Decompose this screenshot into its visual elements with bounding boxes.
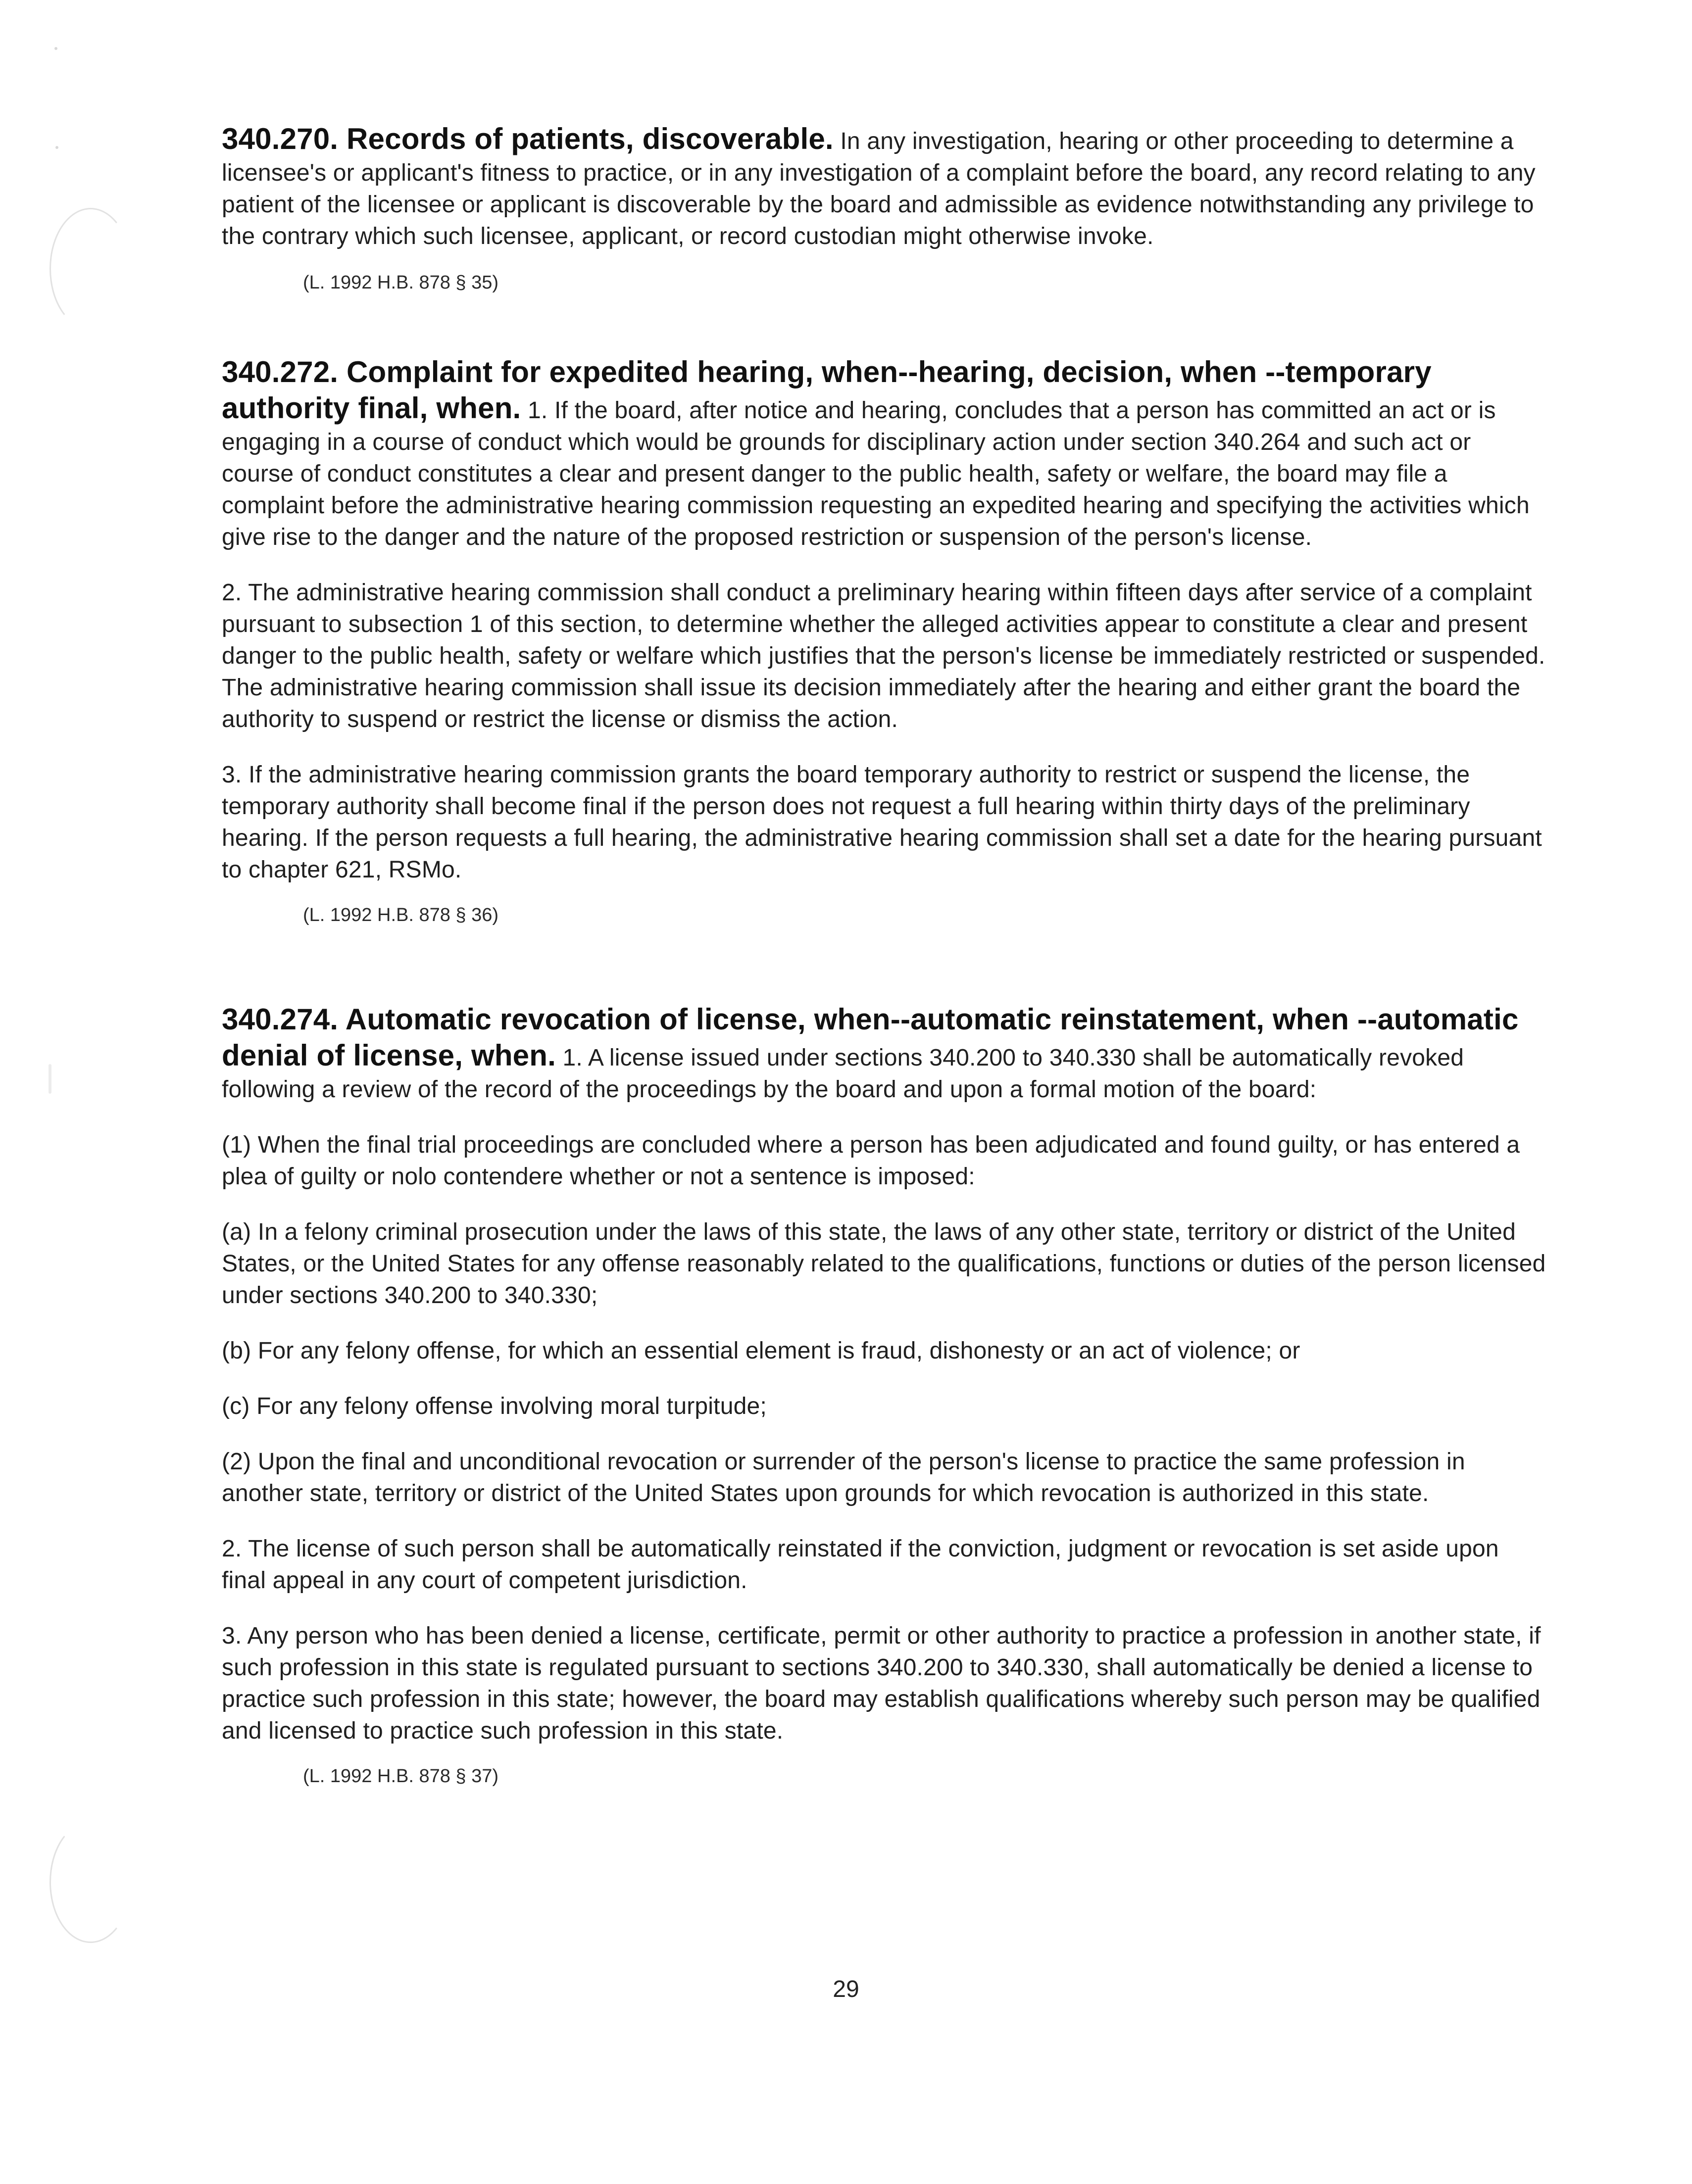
section-paragraph: (b) For any felony offense, for which an essential element is fraud, dishonesty or an act of violence; or [222,1338,1300,1364]
section-paragraph [222,121,1548,252]
scan-artifact [50,1821,132,1943]
section-paragraph [222,354,1548,553]
section-paragraph: 2. The license of such person shall be automatically reinstated if the conviction, judgment or revocation is set aside upon final appeal in any court of competent jurisdiction. [222,1536,1499,1594]
section-heading: 340.270. Records of patients, discoverable. [222,122,834,155]
section-340-272 [222,354,1548,927]
document-body [222,121,1548,1789]
section-340-274 [222,1002,1548,1789]
section-paragraph: (a) In a felony criminal prosecution under the laws of this state, the laws of any other state, territory or district of the United States, or the United States for any offense reasonably related to the qualifications, functions or duties of the person licensed under sections 340.200 to 340.330; [222,1219,1546,1309]
paragraph-text: 1. If the board, after notice and hearing, concludes that a person has committed an act or is engaging in a course of conduct which would be grounds for disciplinary action under section 340.264 and such act or course of conduct constitutes a clear and present danger to the public health, safety or welfare, the board may file a complaint before the administrative hearing commission requesting an expedited hearing and specifying the activities which give rise to the danger and the nature of the proposed restriction or suspension of the person's license. [222,397,1530,550]
section-paragraph: (c) For any felony offense involving moral turpitude; [222,1393,767,1419]
section-paragraph: (1) When the final trial proceedings are concluded where a person has been adjudicated and found guilty, or has entered a plea of guilty or nolo contendere whether or not a sentence is imposed: [222,1132,1520,1190]
citation: (L. 1992 H.B. 878 § 36) [303,905,499,925]
page-number: 29 [833,1976,859,2002]
citation: (L. 1992 H.B. 878 § 35) [303,272,499,293]
scan-artifact [49,1064,51,1094]
scan-speck [55,146,58,149]
section-340-270 [222,121,1548,295]
section-heading: 340.274. Automatic revocation of license, when--automatic reinstatement, when --automatic denial of license, when. [222,1003,1519,1072]
paragraph-text: In any investigation, hearing or other proceeding to determine a licensee's or applicant's fitness to practice, or in any investigation of a complaint before the board, any record relating to any patient of the licensee or applicant is discoverable by the board and admissible as evidence notwithstanding any privilege to the contrary which such licensee, applicant, or record custodian might otherwise invoke. [222,128,1536,249]
section-paragraph: (2) Upon the final and unconditional revocation or surrender of the person's license to practice the same profession in another state, territory or district of the United States upon grounds for which revocation is authorized in this state. [222,1449,1465,1506]
citation: (L. 1992 H.B. 878 § 37) [303,1766,499,1787]
section-paragraph: 3. If the administrative hearing commission grants the board temporary authority to restrict or suspend the license, the temporary authority shall become final if the person does not request a full hearing within thirty days of the preliminary hearing. If the person requests a full hearing, the administrative hearing commission shall set a date for the hearing pursuant to chapter 621, RSMo. [222,762,1542,883]
scan-artifact [50,208,132,330]
section-heading: 340.272. Complaint for expedited hearing, when--hearing, decision, when --temporary authority final, when. [222,355,1432,425]
section-paragraph: 2. The administrative hearing commission shall conduct a preliminary hearing within fifteen days after service of a complaint pursuant to subsection 1 of this section, to determine whether the alleged activities appear to constitute a clear and present danger to the public health, safety or welfare which justifies that the person's license be immediately restricted or suspended. The administrative hearing commission shall issue its decision immediately after the hearing and either grant the board the authority to suspend or restrict the license or dismiss the action. [222,580,1545,732]
section-paragraph: 3. Any person who has been denied a license, certificate, permit or other authority to practice a profession in another state, if such profession in this state is regulated pursuant to sections 340.200 to 340.330, shall automatically be denied a license to practice such profession in this state; however, the board may establish qualifications whereby such person may be qualified and licensed to practice such profession in this state. [222,1623,1541,1744]
section-paragraph [222,1002,1548,1106]
scan-speck [54,47,57,50]
paragraph-text: 1. A license issued under sections 340.200 to 340.330 shall be automatically revoked following a review of the record of the proceedings by the board and upon a formal motion of the board: [222,1045,1464,1103]
